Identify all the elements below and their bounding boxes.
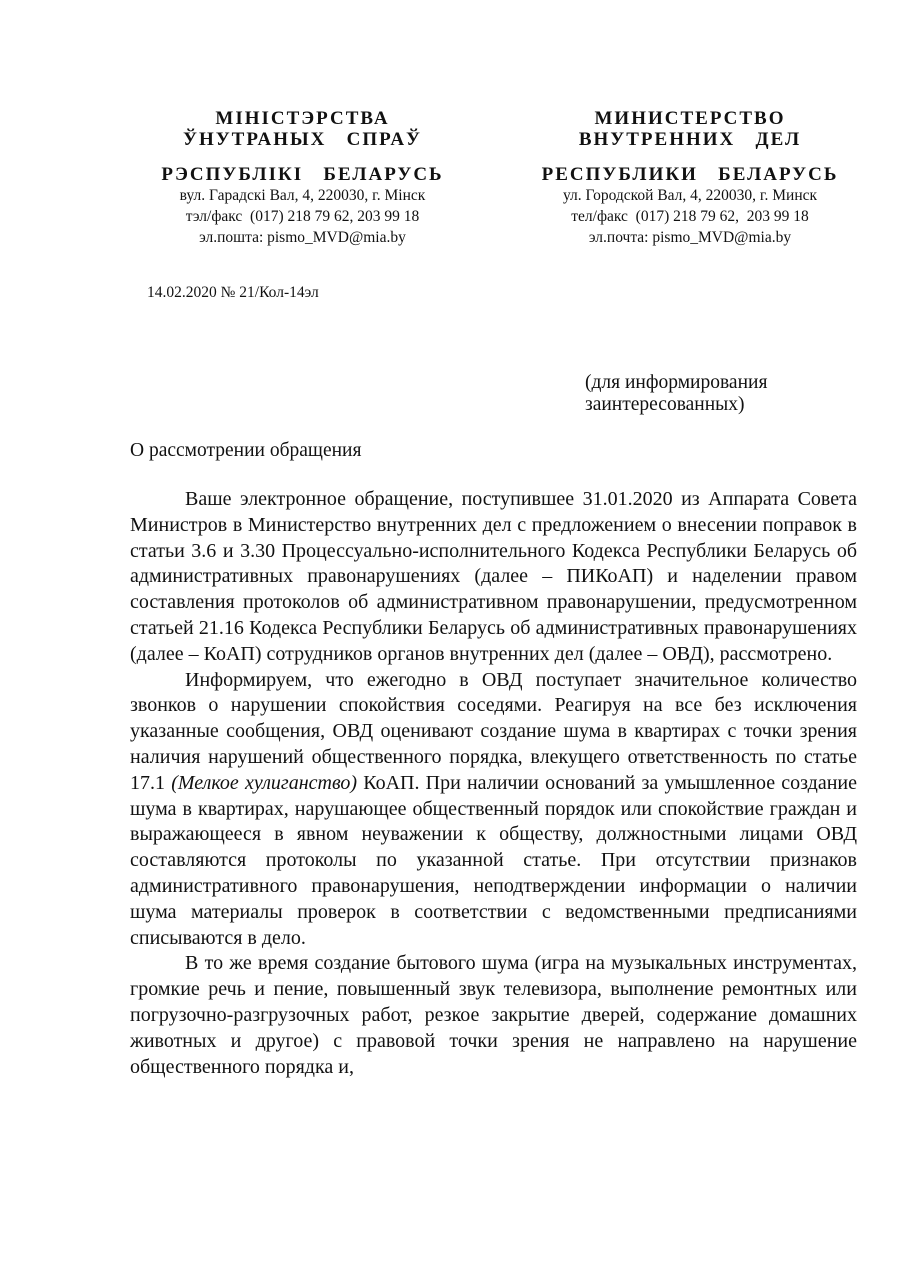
org-phone: тел/факс (017) 218 79 62, 203 99 18 <box>571 208 809 225</box>
org-name-line1: МІНІСТЭРСТВА <box>215 108 390 129</box>
org-phone: тэл/факс (017) 218 79 62, 203 99 18 <box>185 208 420 225</box>
recipient-block <box>585 372 767 416</box>
article-title-italic: (Мелкое хулиганство) <box>171 771 358 794</box>
org-address: ул. Городской Вал, 4, 220030, г. Минск <box>562 187 818 204</box>
letterhead-russian <box>520 108 860 248</box>
org-email: эл.почта: pismo_MVD@mia.by <box>588 229 792 246</box>
paragraph-1: Ваше электронное обращение, поступившее 31.01.2020 из Аппарата Совета Министров в Министерство внутренних дел с предложением о внесении поправок в статьи 3.6 и 3.30 Процессуально-исполнительного Кодекса Республики Беларусь об административных правонарушениях (далее – ПИКоАП) и наделении правом составления протоколов об административном правонарушении, предусмотренном статьей 21.16 Кодекса Республики Беларусь об административных правонарушениях (далее – КоАП) сотрудников органов внутренних дел (далее – ОВД), рассмотрено. <box>130 488 857 665</box>
letter-body <box>130 487 857 1080</box>
org-name-line1: МИНИСТЕРСТВО <box>594 108 786 129</box>
registration-number: 14.02.2020 № 21/Кол-14эл <box>147 284 319 301</box>
paragraph-2 <box>130 668 857 952</box>
paragraph-3: В то же время создание бытового шума (игра на музыкальных инструментах, громкие речь и пение, повышенный звук телевизора, выполнение ремонтных или погрузочно-разгрузочных работ, резкое закрытие дверей, содержание домашних животных и другое) с правовой точки зрения не направлено на нарушение общественного порядка и, <box>130 952 857 1078</box>
recipient-line1: (для информирования <box>585 372 768 393</box>
org-name-line3: РЭСПУБЛІКІ БЕЛАРУСЬ <box>161 164 444 185</box>
recipient-line2: заинтересованных) <box>585 394 745 415</box>
letterhead-belarusian <box>130 108 475 248</box>
letter-subject: О рассмотрении обращения <box>130 440 362 461</box>
paragraph-2-text-a: Информируем, что ежегодно в ОВД поступает значительное количество звонков о нарушении спокойствия соседями. Реагируя на все без исключения указанные сообщения, ОВД оценивают создание шума в квартирах с точки зрения наличия нарушений общественного порядка, влекущего ответственность по статье 17.1 <box>130 668 857 794</box>
org-address: вул. Гарадскі Вал, 4, 220030, г. Мінск <box>179 187 426 204</box>
org-email: эл.пошта: pismo_MVD@mia.by <box>199 229 406 246</box>
org-name-line2: ВНУТРЕННИХ ДЕЛ <box>578 129 802 150</box>
paragraph-2-text-b: КоАП. При наличии оснований за умышленное создание шума в квартирах, нарушающее общественный порядок или спокойствие граждан и выражающееся в явном неуважении к обществу, должностными лицами ОВД составляются протоколы по указанной статье. При отсутствии признаков административного правонарушения, неподтверждении информации о наличии шума материалы проверок в соответствии с ведомственными предписаниями списываются в дело. <box>130 771 858 949</box>
org-name-line3: РЕСПУБЛИКИ БЕЛАРУСЬ <box>541 164 839 185</box>
org-name-line2: ЎНУТРАНЫХ СПРАЎ <box>183 129 422 150</box>
